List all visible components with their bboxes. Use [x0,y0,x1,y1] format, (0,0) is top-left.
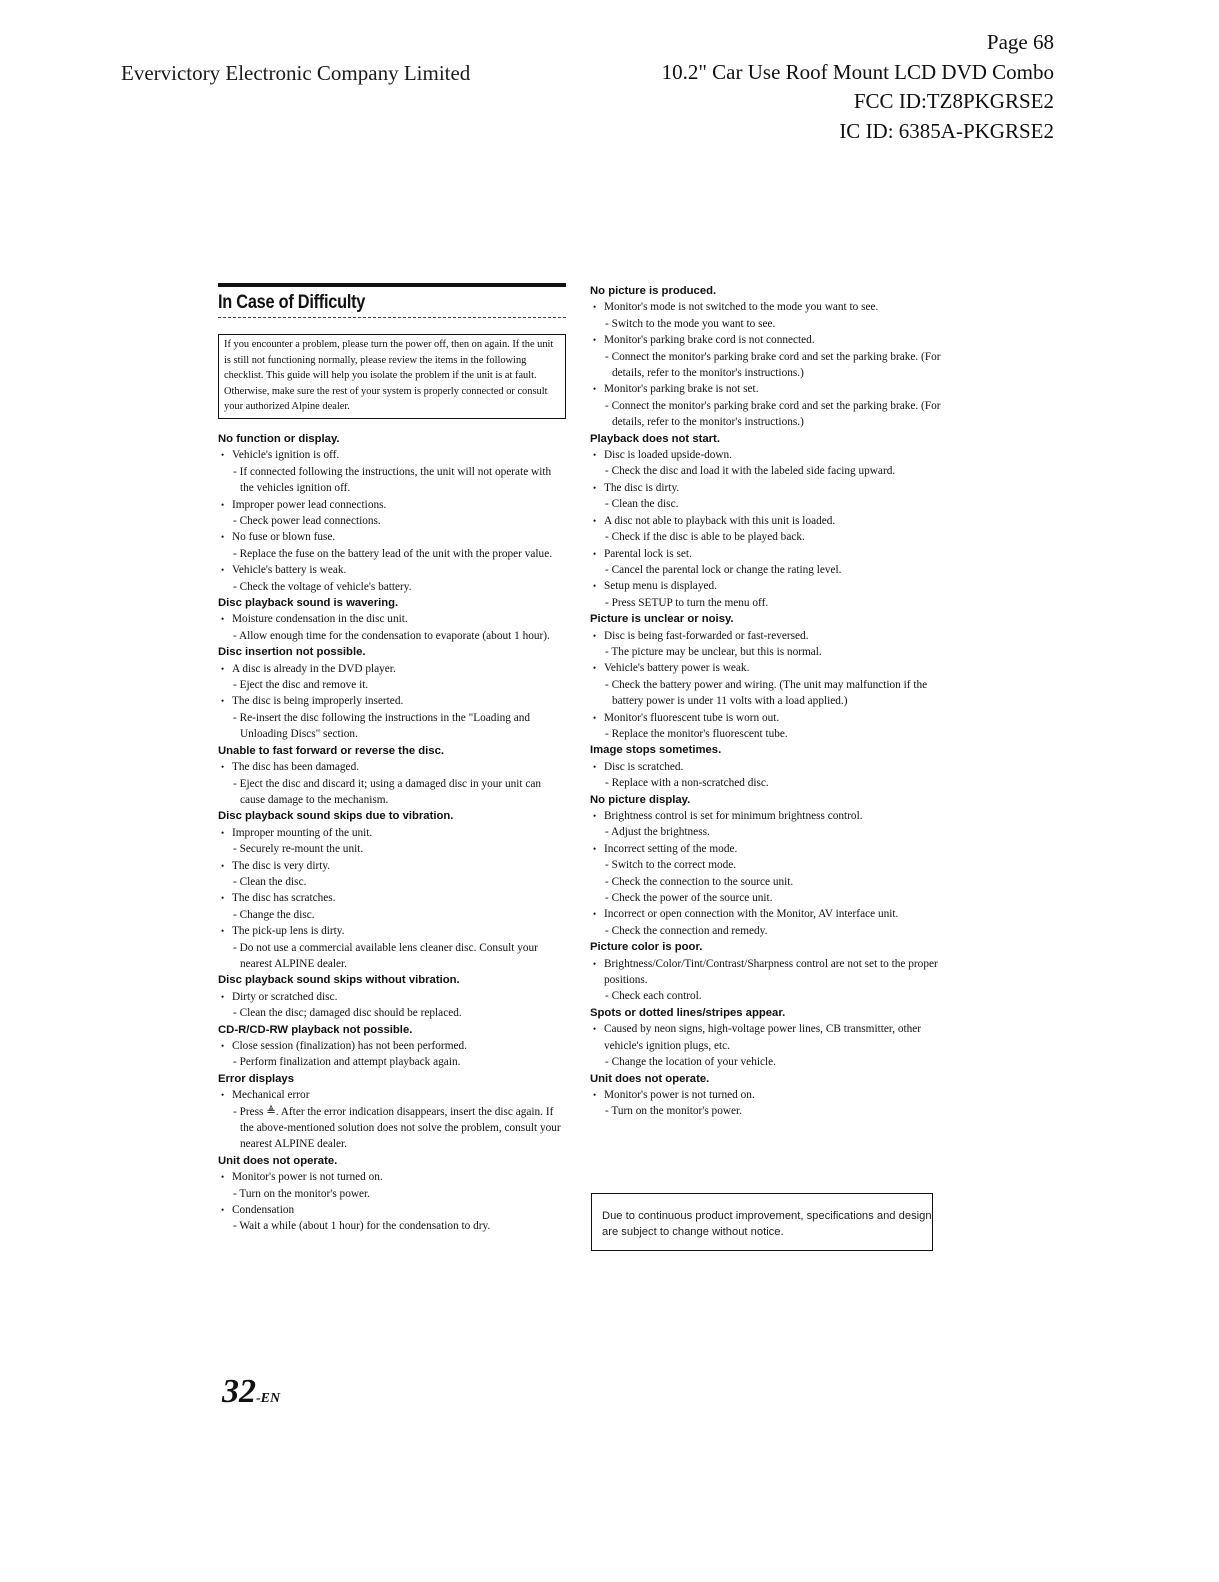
trouble-group [590,1071,946,1120]
cause-item: • No fuse or blown fuse. [218,529,566,545]
remedy-item: - Check the connection to the source unit. [590,874,946,890]
problem-heading: CD-R/CD-RW playback not possible. [218,1023,413,1036]
cause-item: • Disc is scratched. [590,759,946,775]
page-number-suffix: -EN [256,1391,281,1406]
remedy-item: - If connected following the instructions, the unit will not operate with the vehicles ignition off. [218,464,566,497]
problem-heading: Picture is unclear or noisy. [590,613,734,626]
cause-item: • Condensation [218,1202,566,1218]
cause-item: • Setup menu is displayed. [590,578,946,594]
remedy-item: - Check the disc and load it with the labeled side facing upward. [590,463,946,479]
cause-item: • Monitor's power is not turned on. [590,1087,946,1103]
trouble-group [218,1022,566,1071]
cause-item: • The disc has scratches. [218,890,566,906]
trouble-group [218,1071,566,1153]
problem-heading: Image stops sometimes. [590,744,722,757]
problem-heading: Disc insertion not possible. [218,646,366,659]
remedy-item: - Check each control. [590,988,946,1004]
trouble-group [590,611,946,742]
cause-item: • A disc is already in the DVD player. [218,661,566,677]
notice-box [591,1193,933,1251]
remedy-item: - Press SETUP to turn the menu off. [590,595,946,611]
cause-item: • Disc is loaded upside-down. [590,447,946,463]
remedy-item: - Adjust the brightness. [590,824,946,840]
page-number-value: 32 [222,1373,256,1410]
title-rule [218,317,566,318]
trouble-group [590,939,946,1005]
cause-item: • The disc is very dirty. [218,858,566,874]
company-name: Evervictory Electronic Company Limited [121,61,471,85]
notice-text: Due to continuous product improvement, specifications and design are subject to change without notice. [602,1210,932,1238]
problem-heading: Unit does not operate. [218,1154,338,1167]
problem-heading: Error displays [218,1072,294,1085]
cause-item: • Monitor's parking brake cord is not connected. [590,332,946,348]
remedy-item: - Replace the monitor's fluorescent tube. [590,726,946,742]
problem-heading: Playback does not start. [590,432,720,445]
problem-heading: Disc playback sound is wavering. [218,597,399,610]
remedy-item: - Connect the monitor's parking brake cord and set the parking brake. (For details, refer to the monitor's instructions.) [590,398,946,431]
remedy-item: - Securely re-mount the unit. [218,841,566,857]
problem-heading: Unable to fast forward or reverse the disc. [218,744,445,757]
remedy-item: - Switch to the correct mode. [590,857,946,873]
cause-item: • Vehicle's battery is weak. [218,562,566,578]
remedy-item: - Check if the disc is able to be played back. [590,529,946,545]
trouble-group [218,431,566,595]
remedy-item: - The picture may be unclear, but this is normal. [590,644,946,660]
remedy-item: - Re-insert the disc following the instructions in the "Loading and Unloading Discs" section. [218,710,566,743]
remedy-item: - Turn on the monitor's power. [590,1103,946,1119]
cause-item: • Improper mounting of the unit. [218,825,566,841]
cause-item: • Incorrect or open connection with the Monitor, AV interface unit. [590,906,946,922]
remedy-item: - Clean the disc. [218,874,566,890]
right-column [590,283,946,1120]
remedy-item: - Eject the disc and remove it. [218,677,566,693]
remedy-item: - Clean the disc; damaged disc should be replaced. [218,1005,566,1021]
intro-box: If you encounter a problem, please turn the power off, then on again. If the unit is still not functioning normally, please review the items in the following checklist. This guide will help you isolate the problem if the unit is at fault. Otherwise, make sure the rest of your system is properly connected or consult your authorized Alpine dealer. [218,334,566,419]
remedy-item: - Replace the fuse on the battery lead of the unit with the proper value. [218,546,566,562]
problem-heading: Disc playback sound skips without vibration. [218,974,460,987]
cause-item: • Monitor's mode is not switched to the mode you want to see. [590,299,946,315]
cause-item: • Parental lock is set. [590,546,946,562]
trouble-group [590,742,946,791]
right-troubleshooting-list [590,283,946,1120]
fcc-id: FCC ID:TZ8PKGRSE2 [853,89,1054,113]
cause-item: • Close session (finalization) has not been performed. [218,1038,566,1054]
page-label: Page 68 [986,30,1054,54]
remedy-item: - Change the location of your vehicle. [590,1054,946,1070]
remedy-item: - Clean the disc. [590,496,946,512]
problem-heading: Unit does not operate. [590,1072,710,1085]
cause-item: • The pick-up lens is dirty. [218,923,566,939]
cause-item: • The disc is dirty. [590,480,946,496]
problem-heading: No picture is produced. [590,285,717,297]
cause-item: • A disc not able to playback with this unit is loaded. [590,513,946,529]
problem-heading: Picture color is poor. [590,941,703,954]
cause-item: • Caused by neon signs, high-voltage power lines, CB transmitter, other vehicle's ignition plugs, etc. [590,1021,946,1054]
remedy-item: - Allow enough time for the condensation to evaporate (about 1 hour). [218,628,566,644]
trouble-group [218,743,566,809]
remedy-item: - Check power lead connections. [218,513,566,529]
remedy-item: - Check the battery power and wiring. (The unit may malfunction if the battery power is under 11 volts with a load applied.) [590,677,946,710]
remedy-item: - Check the voltage of vehicle's battery. [218,579,566,595]
cause-item: • Incorrect setting of the mode. [590,841,946,857]
ic-id: IC ID: 6385A-PKGRSE2 [839,118,1054,143]
remedy-item: - Press ≜. After the error indication disappears, insert the disc again. If the above-mentioned solution does not solve the problem, consult your nearest ALPINE dealer. [218,1104,566,1153]
remedy-item: - Connect the monitor's parking brake cord and set the parking brake. (For details, refer to the monitor's instructions.) [590,349,946,382]
trouble-group [590,283,946,431]
remedy-item: - Cancel the parental lock or change the rating level. [590,562,946,578]
cause-item: • Improper power lead connections. [218,497,566,513]
cause-item: • Vehicle's battery power is weak. [590,660,946,676]
trouble-group [590,431,946,611]
remedy-item: - Switch to the mode you want to see. [590,316,946,332]
left-column [218,283,566,1235]
left-troubleshooting-list [218,431,566,1235]
trouble-group [218,644,566,742]
cause-item: • Dirty or scratched disc. [218,989,566,1005]
cause-item: • Monitor's parking brake is not set. [590,381,946,397]
cause-item: • Disc is being fast-forwarded or fast-reversed. [590,628,946,644]
cause-item: • Monitor's fluorescent tube is worn out. [590,710,946,726]
product-name: 10.2" Car Use Roof Mount LCD DVD Combo [661,59,1054,84]
section-top-bar [218,283,566,287]
problem-heading: Disc playback sound skips due to vibration. [218,810,454,823]
trouble-group [218,808,566,972]
remedy-item: - Wait a while (about 1 hour) for the condensation to dry. [218,1218,566,1234]
cause-item: • Brightness control is set for minimum brightness control. [590,808,946,824]
remedy-item: - Check the power of the source unit. [590,890,946,906]
cause-item: • Mechanical error [218,1087,566,1103]
cause-item: • Vehicle's ignition is off. [218,447,566,463]
trouble-group [218,595,566,644]
remedy-item: - Eject the disc and discard it; using a damaged disc in your unit can cause damage to the mechanism. [218,776,566,809]
cause-item: • Moisture condensation in the disc unit. [218,611,566,627]
remedy-item: - Check the connection and remedy. [590,923,946,939]
remedy-item: - Replace with a non-scratched disc. [590,775,946,791]
cause-item: • The disc is being improperly inserted. [218,693,566,709]
page-number [222,1373,280,1411]
trouble-group [590,1005,946,1071]
trouble-group [218,1153,566,1235]
remedy-item: - Perform finalization and attempt playback again. [218,1054,566,1070]
remedy-item: - Turn on the monitor's power. [218,1186,566,1202]
problem-heading: Spots or dotted lines/stripes appear. [590,1006,786,1019]
problem-heading: No picture display. [590,793,691,806]
problem-heading: No function or display. [218,432,340,445]
cause-item: • Monitor's power is not turned on. [218,1169,566,1185]
section-title: In Case of Difficulty [218,292,366,313]
trouble-group [590,792,946,940]
cause-item: • Brightness/Color/Tint/Contrast/Sharpness control are not set to the proper positions. [590,956,946,989]
cause-item: • The disc has been damaged. [218,759,566,775]
trouble-group [218,972,566,1021]
header-info [662,28,1054,146]
remedy-item: - Change the disc. [218,907,566,923]
remedy-item: - Do not use a commercial available lens cleaner disc. Consult your nearest ALPINE dealer. [218,940,566,973]
